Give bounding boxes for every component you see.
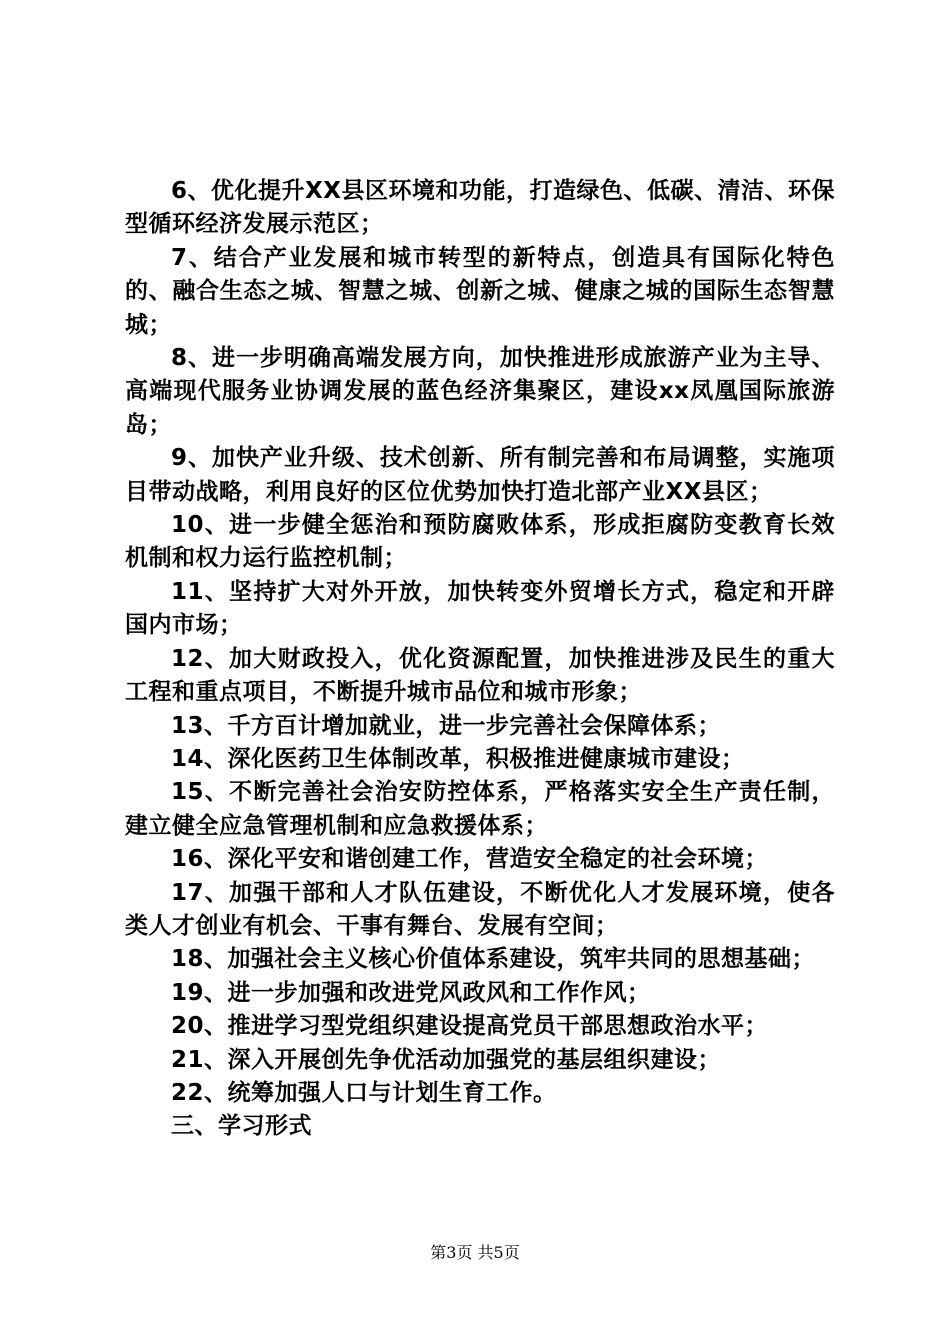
paragraph-item-16: 16、深化平安和谐创建工作，营造安全稳定的社会环境； (171, 846, 769, 873)
paragraph-item-17: 17、加强干部和人才队伍建设，不断优化人才发展环境，使各类人才创业有机会、干事有舞台、发展有空间； (125, 879, 835, 939)
paragraph-item-21: 21、深入开展创先争优活动加强党的基层组织建设； (171, 1046, 722, 1073)
paragraph-item-14: 14、深化医药卫生体制改革，积极推进健康城市建设； (171, 745, 745, 772)
document-body (125, 175, 835, 1144)
paragraph-item-8: 8、进一步明确高端发展方向，加快推进形成旅游产业为主导、高端现代服务业协调发展的蓝色经济集聚区，建设xx凤凰国际旅游岛； (125, 345, 835, 438)
paragraph-item-9: 9、加快产业升级、技术创新、所有制完善和布局调整，实施项目带动战略，利用良好的区位优势加快打造北部产业XX县区； (125, 445, 835, 505)
paragraph-item-12: 12、加大财政投入，优化资源配置，加快推进涉及民生的重大工程和重点项目，不断提升城市品位和城市形象； (125, 645, 835, 706)
paragraph-item-13: 13、千方百计增加就业，进一步完善社会保障体系； (171, 712, 722, 739)
page-footer (0, 1242, 950, 1264)
paragraph-item-22: 22、统筹加强人口与计划生育工作。 (171, 1079, 557, 1106)
page-number-label: 第3页 共5页 (430, 1243, 520, 1262)
section-heading-learning-format: 三、学习形式 (171, 1113, 312, 1140)
paragraph-item-18: 18、加强社会主义核心价值体系建设，筑牢共同的思想基础； (171, 946, 816, 973)
paragraph-item-7: 7、结合产业发展和城市转型的新特点，创造具有国际化特色的、融合生态之城、智慧之城、创新之城、健康之城的国际生态智慧城； (125, 244, 835, 338)
paragraph-item-10: 10、进一步健全惩治和预防腐败体系，形成拒腐防变教育长效机制和权力运行监控机制； (125, 512, 835, 572)
paragraph-item-6: 6、优化提升XX县区环境和功能，打造绿色、低碳、清洁、环保型循环经济发展示范区； (125, 178, 835, 238)
paragraph-item-19: 19、进一步加强和改进党风政风和工作作风； (171, 979, 651, 1006)
paragraph-item-11: 11、坚持扩大对外开放，加快转变外贸增长方式，稳定和开辟国内市场； (125, 578, 835, 639)
paragraph-item-15: 15、不断完善社会治安防控体系，严格落实安全生产责任制，建立健全应急管理机制和应急救援体系； (125, 779, 835, 839)
paragraph-item-20: 20、推进学习型党组织建设提高党员干部思想政治水平； (171, 1013, 769, 1040)
